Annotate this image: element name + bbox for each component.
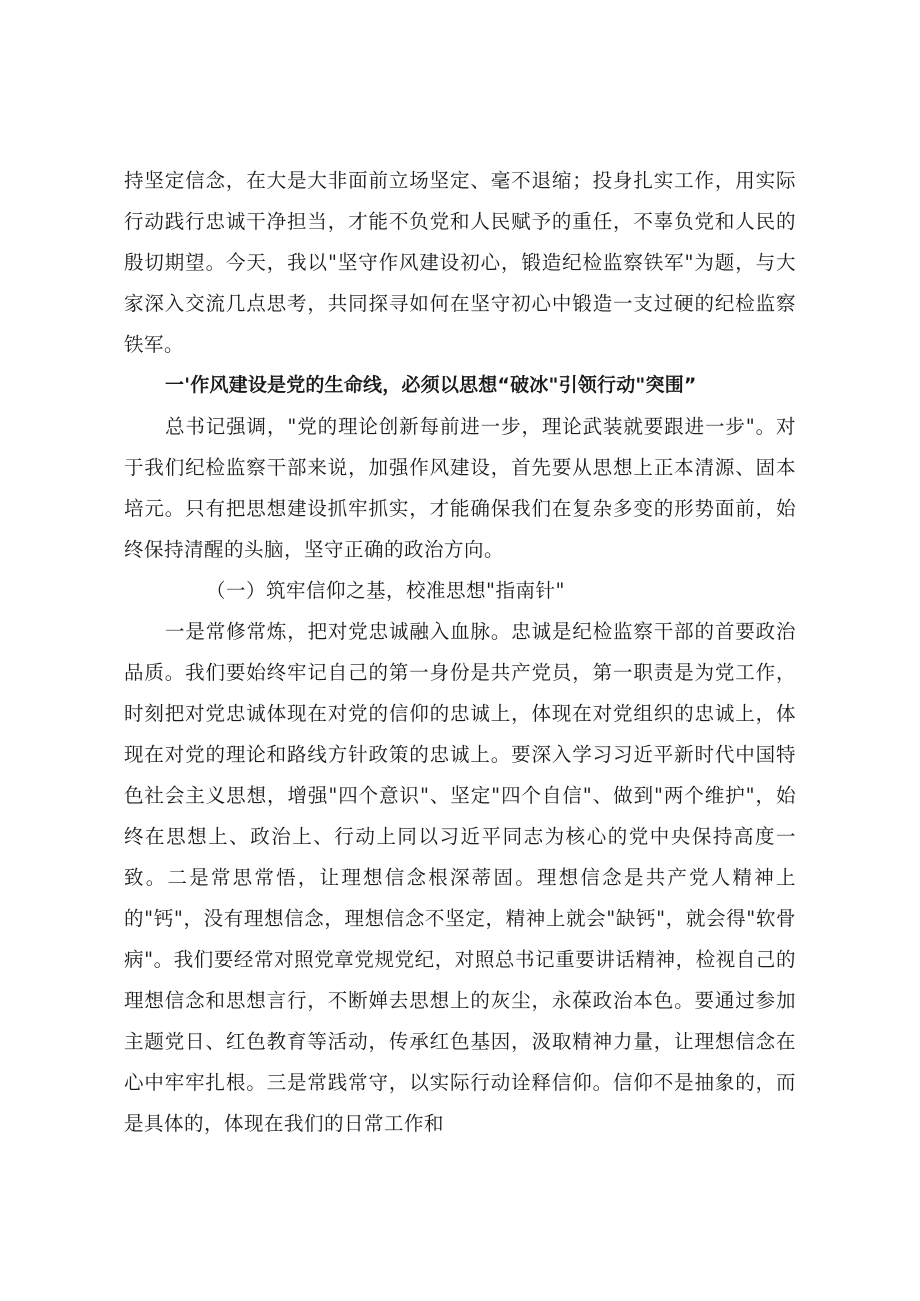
subsection-heading: （一）筑牢信仰之基，校准思想"指南针"	[206, 579, 565, 602]
intro-paragraph: 持坚定信念，在大是大非面前立场坚定、毫不退缩；投身扎实工作，用实际行动践行忠诚干净担当，才能不负党和人民赋予的重任，不辜负党和人民的殷切期望。今天，我以"坚守作风建设初心，锻造纪检监察铁军"为题，与大家深入交流几点思考，共同探寻如何在坚守初心中锻造一支过硬的纪检监察铁军。	[124, 169, 796, 356]
document-body	[124, 160, 796, 1144]
paragraph-1: 总书记强调，"党的理论创新每前进一步，理论武装就要跟进一步"。对于我们纪检监察干部来说，加强作风建设，首先要从思想上正本清源、固本培元。只有把思想建设抓牢抓实，才能确保我们在复杂多变的形势面前，始终保持清醒的头脑，坚守正确的政治方向。	[124, 415, 796, 561]
paragraph-2: 一是常修常炼，把对党忠诚融入血脉。忠诚是纪检监察干部的首要政治品质。我们要始终牢记自己的第一身份是共产党员，第一职责是为党工作，时刻把对党忠诚体现在对党的信仰的忠诚上，体现在对党组织的忠诚上，体现在对党的理论和路线方针政策的忠诚上。要深入学习习近平新时代中国特色社会主义思想，增强"四个意识"、坚定"四个自信"、做到"两个维护"，始终在思想上、政治上、行动上同以习近平同志为核心的党中央保持高度一致。二是常思常悟，让理想信念根深蒂固。理想信念是共产党人精神上的"钙"，没有理想信念，理想信念不坚定，精神上就会"缺钙"，就会得"软骨病"。我们要经常对照党章党规党纪，对照总书记重要讲话精神，检视自己的理想信念和思想言行，不断婵去思想上的灰尘，永葆政治本色。要通过参加主题党日、红色教育等活动，传承红色基因，汲取精神力量，让理想信念在心中牢牢扎根。三是常践常守，以实际行动诠释信仰。信仰不是抽象的，而是具体的，体现在我们的日常工作和	[124, 620, 796, 1135]
section-heading: 一'作风建设是党的生命线，必须以思想“破冰"引领行动"突围”	[165, 374, 697, 396]
